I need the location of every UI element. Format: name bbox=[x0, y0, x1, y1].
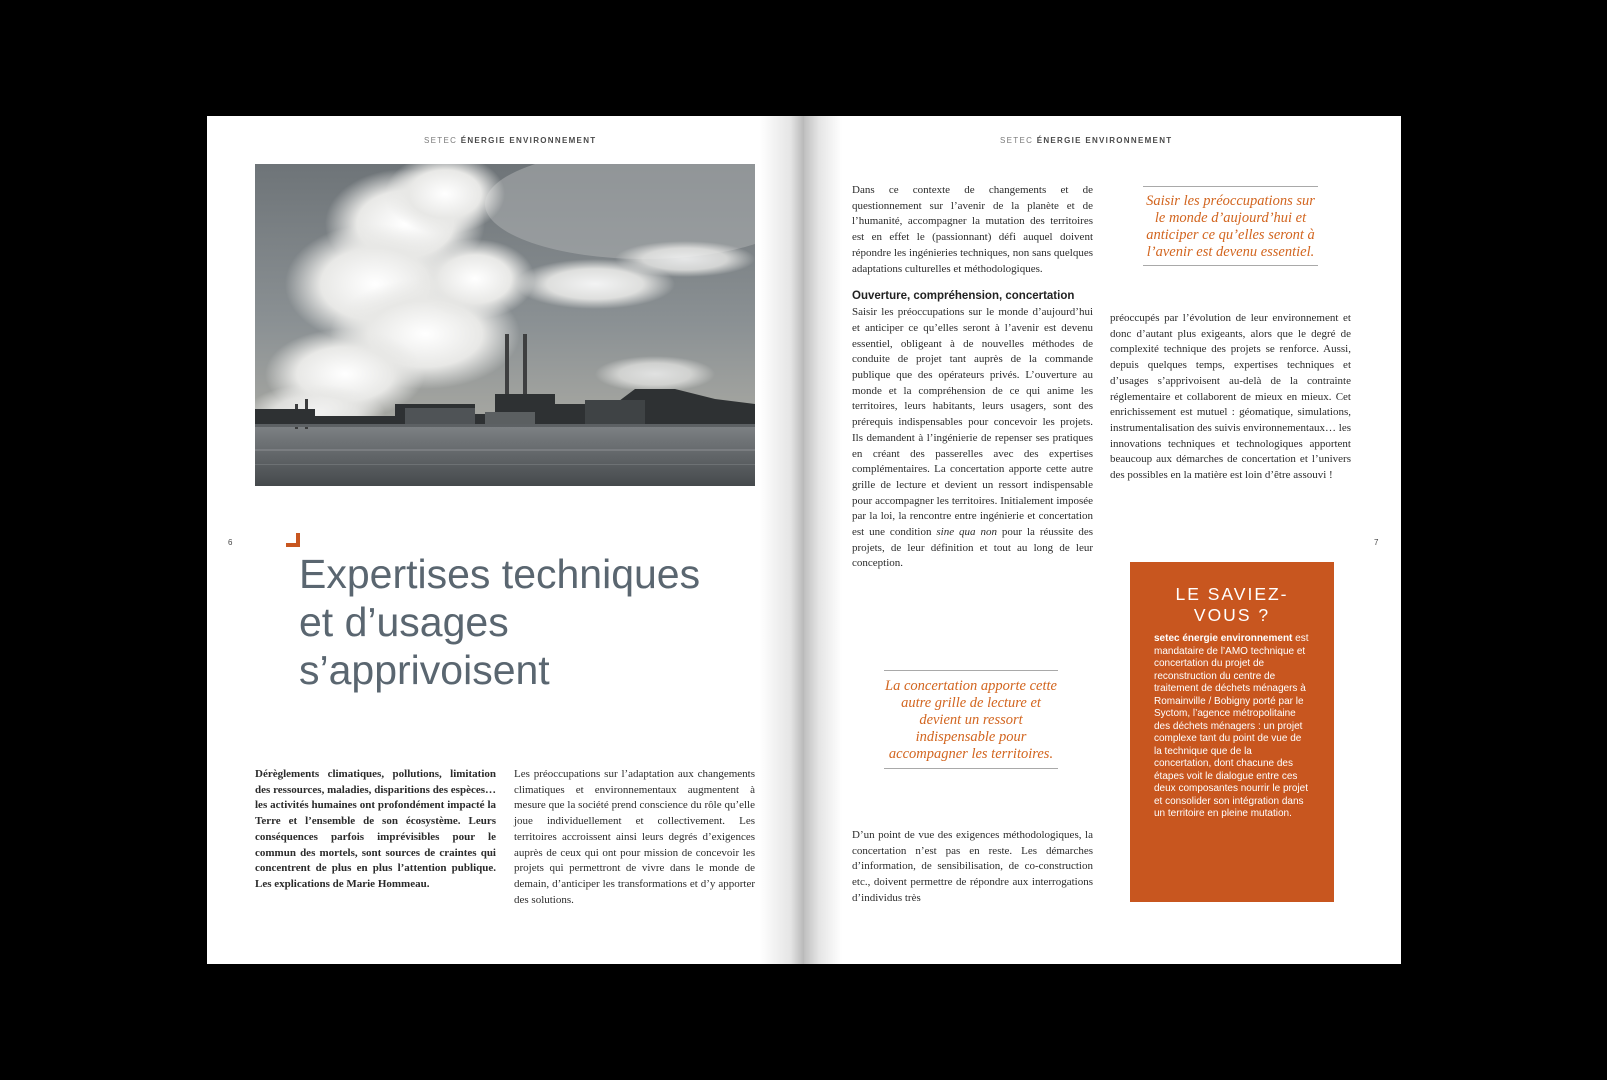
running-head-brand: SETEC bbox=[1000, 136, 1034, 145]
gutter-shadow bbox=[759, 116, 804, 964]
corner-mark-icon bbox=[286, 533, 300, 547]
gutter-shadow bbox=[804, 116, 842, 964]
lede-paragraph: Dérèglements climatiques, pollutions, limitation des ressources, maladies, disparitions des espèces… les activités humaines ont profondément impacté la Terre et l’ensemble de son écosystème. Leurs conséquences parfois imprévisibles pour le commun des mortels, sont sources de craintes qui concentrent de plus en plus l’attention publique. Les explications de Marie Hommeau. bbox=[255, 768, 496, 890]
right-page bbox=[804, 116, 1401, 964]
running-head-division: ÉNERGIE ENVIRONNEMENT bbox=[460, 136, 597, 145]
running-head-brand: SETEC bbox=[424, 136, 458, 145]
did-you-know-box bbox=[1130, 562, 1334, 902]
page-number: 6 bbox=[228, 538, 233, 547]
left-page bbox=[207, 116, 804, 964]
body-paragraph: Saisir les préoccupations sur le monde d’aujourd’hui et anticiper ce qu’elles seront à l’avenir est devenu essentiel, obligeant à de nouvelles méthodes de conduite de projet tant auprès de la commande publique que des opérateurs privés. L’ouverture au monde et la compréhension de ce qui anime les territoires, leurs habitants, leurs usagers, sont des prérequis indispensables pour concevoir les projets. Ils demandent à l’ingénierie de repenser ses pratiques en créant des passerelles avec des expertises complémentaires. La concertation apporte cette autre grille de lecture et devient un ressort indispensable pour accompagner les territoires. Initialement imposée par la loi, la rencontre entre ingénierie et concertation est une condition sine qua non pour la réussite des projets, de leur définition et tout au long de leur conception. bbox=[852, 306, 1093, 570]
industrial-plant-photo bbox=[255, 164, 755, 486]
pullquote: Saisir les préoccupations sur le monde d’aujourd’hui et anticiper ce qu’elles seront à l’avenir est devenu essentiel. bbox=[1143, 186, 1318, 266]
title-line: s’apprivoisent bbox=[299, 647, 550, 693]
pullquote: La concertation apporte cette autre grille de lecture et devient un ressort indispensable pour accompagner les territoires. bbox=[884, 670, 1058, 769]
title-line: Expertises techniques bbox=[299, 551, 701, 597]
running-head bbox=[424, 136, 596, 145]
page-number: 7 bbox=[1374, 538, 1379, 547]
subheading: Ouverture, compréhension, concertation bbox=[852, 290, 1075, 303]
running-head-division: ÉNERGIE ENVIRONNEMENT bbox=[1036, 136, 1173, 145]
body-column-3: D’un point de vue des exigences méthodologiques, la concertation n’est pas en reste. Les démarches d’information, de sensibilisation, de co-construction etc., doivent permettre de répondre aux interrogations d’individus très bbox=[852, 829, 1093, 904]
sidebar-title: LE SAVIEZ- VOUS ? bbox=[1175, 584, 1289, 625]
intro-paragraph: Les préoccupations sur l’adaptation aux changements climatiques et environnementaux augmentent à mesure que la société prend conscience du rôle qu’elle joue individuellement et collectivement. Les territoires accroissent ainsi leurs degrés d’exigences auprès de ceux qui ont pour mission de concevoir les projets qui permettront de vivre dans le monde de demain, d’anticiper les transformations et d’y apporter des solutions. bbox=[514, 768, 755, 906]
article-title bbox=[299, 550, 769, 694]
sidebar-body: setec énergie environnement est mandataire de l’AMO technique et concertation du projet de reconstruction du centre de traitement de déchets ménagers à Romainville / Bobigny porté par le Syctom, l’agence métropolitaine des déchets ménagers : un projet complexe tant du point de vue de la technique que de la concertation, dont chacune des étapes voit le dialogue entre ces deux composantes nourrir le projet et consolider son intégration dans un territoire en pleine mutation. bbox=[1154, 633, 1309, 819]
body-column-2: préoccupés par l’évolution de leur environnement et donc d’autant plus exigeants, alors que le degré de complexité technique des projets se renforce. Aussi, depuis quelques temps, expertises techniques et d’usages s’apprivoisent au-delà de la contrainte réglementaire et collaborent de mieux en mieux. Cet enrichissement est mutuel : géomatique, simulations, instrumentalisation des suivis environnementaux… les innovations techniques et technologiques apportent beaucoup aux démarches de concertation et l’univers des possibles en la matière est loin d’être assouvi ! bbox=[1110, 312, 1351, 482]
running-head bbox=[1000, 136, 1172, 145]
body-paragraph: Dans ce contexte de changements et de questionnement sur l’avenir de la planète et de l’humanité, accompagner la mutation des territoires est en effet le (passionnant) défi auquel doivent répondre les ingénieries techniques, non sans quelques adaptations culturelles et méthodologiques. bbox=[852, 184, 1093, 275]
title-line: et d’usages bbox=[299, 599, 509, 645]
body-column-1 bbox=[852, 183, 1093, 572]
